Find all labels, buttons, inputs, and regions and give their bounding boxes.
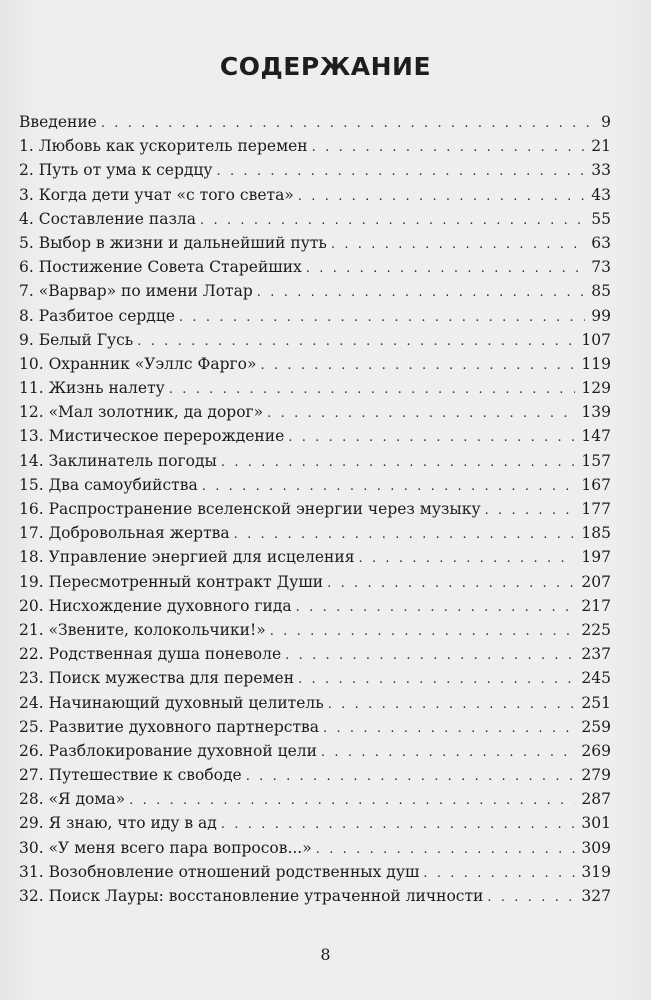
toc-entry-title: 27. Путешествие к свободе [19,766,242,785]
dot-leader [423,862,575,886]
toc-entry-title: 1. Любовь как ускоритель перемен [19,137,308,156]
toc-entry-title: 3. Когда дети учат «с того света» [19,185,294,204]
toc-entry[interactable] [19,691,611,715]
toc-entry-title: 16. Распространение вселенской энергии через музыку [19,500,481,518]
toc-entry[interactable] [19,715,611,739]
dot-leader [221,813,576,837]
toc-entry-page: 85 [591,282,611,301]
dot-leader [179,306,585,330]
dot-leader [358,547,575,571]
toc-entry-title: 11. Жизнь налету [19,379,165,398]
toc-entry-title: 13. Мистическое перерождение [19,427,285,446]
page-number: 8 [320,945,331,964]
toc-entry-page: 185 [581,524,611,543]
toc-entry-title: 21. «Звените, колокольчики!» [19,620,266,639]
toc-entry-page: 225 [581,620,611,639]
toc-entry-page: 245 [581,669,611,688]
toc-entry[interactable] [19,158,611,182]
toc-entry[interactable] [19,207,611,231]
dot-leader [217,160,586,184]
toc-entry[interactable] [19,231,611,255]
toc-entry[interactable] [19,521,611,545]
toc-entry-title: 23. Поиск мужества для перемен [19,669,295,688]
toc-entry-title: 29. Я знаю, что иду в ад [19,814,217,833]
toc-entry-page: 119 [581,354,611,373]
toc-entry[interactable] [19,183,611,207]
toc-entry-page: 157 [581,451,611,470]
toc-entry[interactable] [19,449,611,473]
toc-entry-title: Введение [19,113,97,131]
toc-entry-page: 63 [591,233,611,252]
toc-entry-page: 319 [581,862,611,881]
toc-entry-page: 197 [581,548,611,567]
toc-entry[interactable] [19,328,611,352]
dot-leader [328,693,576,717]
dot-leader [323,717,575,741]
dot-leader [257,281,585,305]
dot-leader [485,499,576,523]
dot-leader [296,596,576,620]
toc-entry-title: 17. Добровольная жертва [19,524,230,543]
toc-entry-page: 327 [581,887,611,905]
toc-entry-page: 309 [581,838,611,857]
toc-entry-title: 26. Разблокирование духовной цели [19,741,317,760]
page-title: СОДЕРЖАНИЕ [219,52,432,81]
toc-entry[interactable] [19,255,611,279]
toc-entry-title: 10. Охранник «Уэллс Фарго» [19,354,257,373]
toc-entry-title: 6. Постижение Совета Старейших [19,258,302,277]
dot-leader [101,112,595,136]
toc-entry[interactable] [19,860,611,884]
toc-entry[interactable] [19,304,611,328]
toc-entry-page: 177 [581,500,611,518]
dot-leader [246,765,576,789]
dot-leader [202,475,576,499]
toc-entry-page: 259 [581,717,611,736]
toc-entry[interactable] [19,497,611,521]
toc-entry[interactable] [19,473,611,497]
toc-entry[interactable] [19,763,611,787]
toc-entry-title: 25. Развитие духовного партнерства [19,717,319,736]
toc-entry-page: 279 [581,766,611,785]
dot-leader [312,136,586,160]
toc-entry-title: 14. Заклинатель погоды [19,451,217,470]
dot-leader [331,233,585,257]
dot-leader [321,741,575,765]
dot-leader [267,402,575,426]
toc-entry-page: 107 [581,330,611,349]
table-of-contents [19,110,611,908]
toc-entry-title: 19. Пересмотренный контракт Души [19,572,324,591]
toc-entry[interactable] [19,666,611,690]
dot-leader [169,378,576,402]
toc-entry-page: 269 [581,741,611,760]
dot-leader [288,426,575,450]
toc-entry[interactable] [19,110,611,134]
toc-entry[interactable] [19,424,611,448]
toc-entry-title: 2. Путь от ума к сердцу [19,161,213,180]
toc-entry[interactable] [19,884,611,908]
dot-leader [234,523,576,547]
toc-entry-page: 99 [591,306,611,325]
dot-leader [298,185,585,209]
toc-entry-title: 24. Начинающий духовный целитель [19,693,324,712]
toc-entry-page: 139 [581,403,611,422]
toc-entry[interactable] [19,787,611,811]
toc-entry-page: 251 [581,693,611,712]
toc-entry[interactable] [19,811,611,835]
toc-entry-page: 167 [581,475,611,494]
toc-entry-title: 8. Разбитое сердце [19,306,175,325]
toc-entry[interactable] [19,279,611,303]
toc-entry-title: 31. Возобновление отношений родственных душ [19,862,420,881]
toc-entry-page: 207 [581,572,611,591]
dot-leader [137,330,575,354]
toc-entry-page: 33 [591,161,611,180]
dot-leader [306,257,586,281]
toc-entry-title: 28. «Я дома» [19,790,126,809]
toc-entry[interactable] [19,570,611,594]
dot-leader [327,572,575,596]
toc-entry-page: 237 [581,645,611,664]
toc-entry[interactable] [19,594,611,618]
dot-leader [285,644,575,668]
dot-leader [298,668,575,692]
dot-leader [316,838,576,862]
toc-entry-page: 301 [581,814,611,833]
toc-entry-page: 21 [591,137,611,156]
toc-entry-page: 43 [591,185,611,204]
toc-entry[interactable] [19,545,611,569]
toc-entry[interactable] [19,739,611,763]
dot-leader [129,789,575,813]
dot-leader [260,354,575,378]
toc-entry-page: 129 [581,379,611,398]
toc-entry-page: 217 [581,596,611,615]
toc-entry[interactable] [19,134,611,158]
toc-entry-page: 55 [591,209,611,228]
toc-entry-page: 73 [591,258,611,277]
toc-entry-title: 20. Нисхождение духовного гида [19,596,292,615]
toc-entry-title: 5. Выбор в жизни и дальнейший путь [19,233,327,252]
toc-entry[interactable] [19,400,611,424]
toc-entry[interactable] [19,376,611,400]
toc-entry[interactable] [19,642,611,666]
dot-leader [487,886,575,910]
dot-leader [270,620,576,644]
toc-entry-page: 9 [601,113,611,131]
toc-entry-title: 7. «Варвар» по имени Лотар [19,282,253,301]
toc-entry[interactable] [19,352,611,376]
toc-entry-title: 4. Составление пазла [19,209,197,228]
toc-entry-title: 30. «У меня всего пара вопросов...» [19,838,312,857]
toc-entry-page: 287 [581,790,611,809]
dot-leader [200,209,585,233]
toc-entry-title: 18. Управление энергией для исцеления [19,548,355,567]
toc-entry-title: 15. Два самоубийства [19,475,198,494]
toc-entry-title: 9. Белый Гусь [19,330,134,349]
toc-entry-page: 147 [581,427,611,446]
toc-entry-title: 22. Родственная душа поневоле [19,645,282,664]
toc-entry[interactable] [19,836,611,860]
toc-entry-title: 12. «Мал золотник, да дорог» [19,403,264,422]
dot-leader [221,451,576,475]
toc-entry[interactable] [19,618,611,642]
toc-entry-title: 32. Поиск Лауры: восстановление утраченной личности [19,887,484,905]
